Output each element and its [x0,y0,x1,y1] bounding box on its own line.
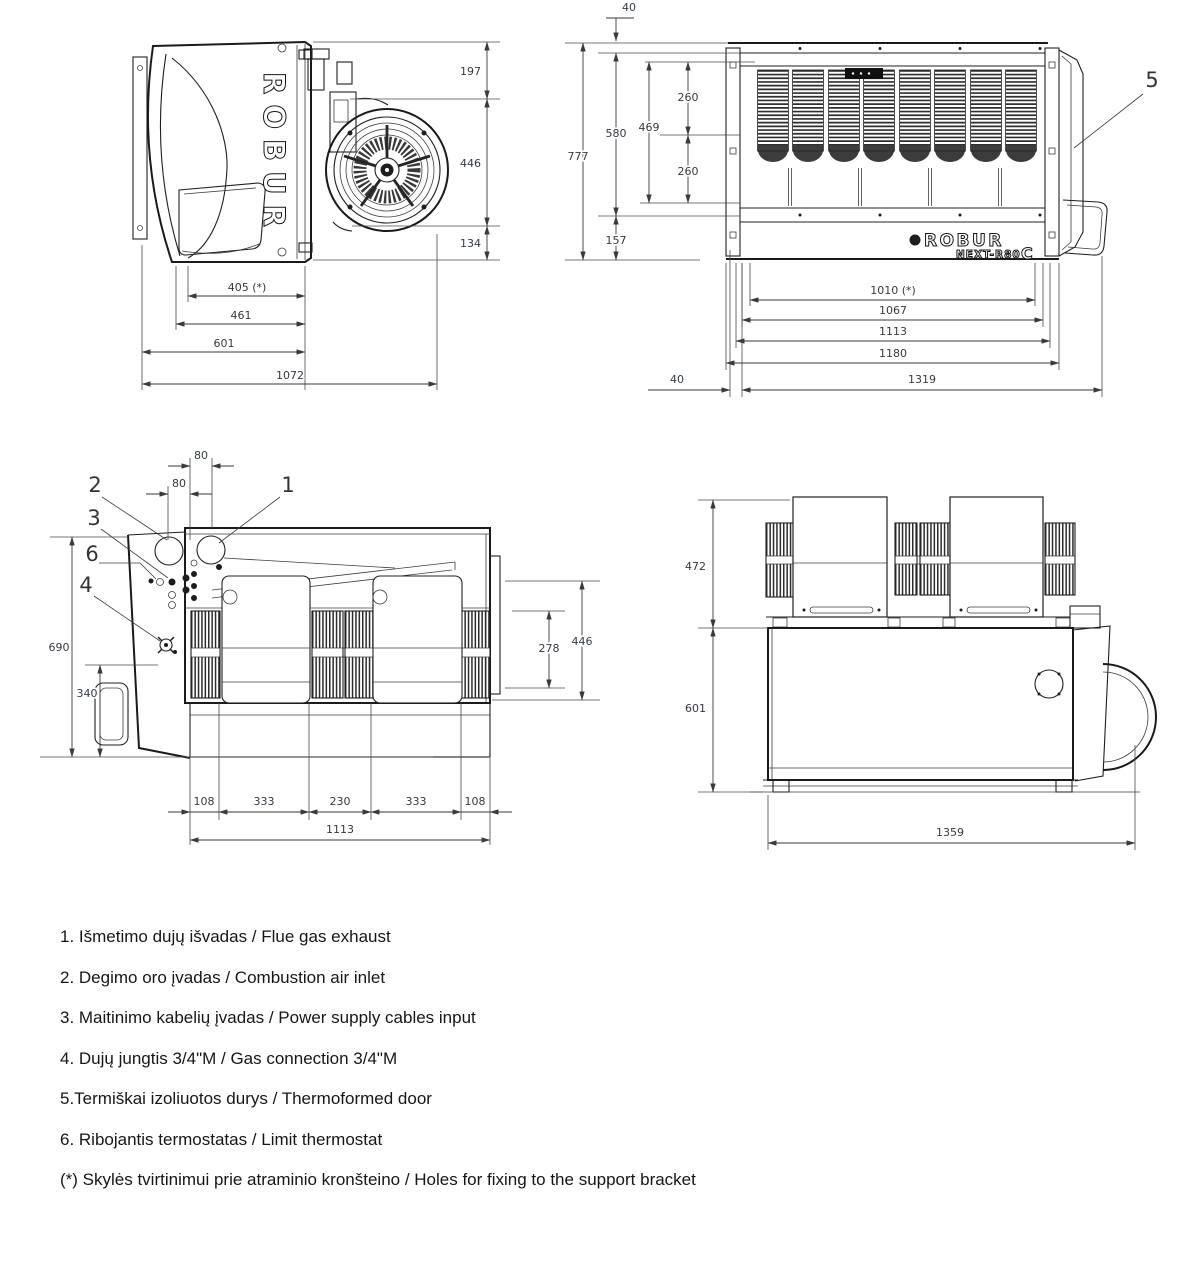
dim-label-40-left: 40 [670,373,684,386]
dim-label-1113-front: 1113 [879,325,907,338]
series-letter: C [1021,244,1033,263]
side-view-dimensions [142,42,500,390]
rear-view-body [750,626,1156,792]
dim-label-1072: 1072 [276,369,304,382]
front-view-drawing [565,1,1159,397]
dim-label-157: 157 [605,234,627,247]
dim-label-469: 469 [638,121,660,134]
callout-6: 6 [85,542,99,566]
flue-stub [1070,606,1100,628]
dim-label-260-upper: 260 [677,91,699,104]
side-view-body [133,42,312,262]
dim-label-690: 690 [48,641,70,654]
dim-label-340: 340 [76,687,98,700]
brand-text: ROBUR [924,231,1004,251]
top-view-body [95,528,500,758]
dim-label-40-top: 40 [622,1,636,14]
legend-item-6: 6. Ribojantis termostatas / Limit thermostat [60,1129,383,1149]
control-panel-details [149,560,198,609]
dim-label-1010: 1010 (*) [870,284,916,297]
dim-label-405: 405 (*) [227,281,267,294]
dim-label-108-left: 108 [193,795,215,808]
side-view-drawing [133,42,500,390]
dim-label-446-top: 446 [571,635,593,648]
dim-label-230: 230 [329,795,351,808]
top-view-drawing [40,449,600,845]
gas-connection [158,637,177,654]
dim-label-1180: 1180 [879,347,907,360]
dim-label-278: 278 [538,642,560,655]
dim-label-446-side: 446 [460,157,481,170]
dim-label-777: 777 [567,150,589,163]
dim-label-1113-top: 1113 [326,823,354,836]
dim-label-108-right: 108 [464,795,486,808]
dim-label-197: 197 [460,65,481,78]
burner-rods [789,168,1002,206]
legend-item-2: 2. Degimo oro įvadas / Combustion air inlet [60,967,386,987]
combustion-air-inlet [155,537,183,565]
flue-gas-exhaust [197,536,225,564]
heat-exchanger-columns [758,70,1037,162]
dim-label-80-lower: 80 [172,477,186,490]
dim-label-461: 461 [230,309,252,322]
dim-label-333-right: 333 [405,795,427,808]
legend-item-5: 5.Termiškai izoliuotos durys / Thermoformed door [60,1089,432,1108]
side-robur-logo: ROBUR [257,72,291,237]
dim-label-1319: 1319 [908,373,936,386]
side-view-fan [304,49,448,231]
callout-2: 2 [88,473,102,497]
callout-4: 4 [79,573,93,597]
dim-label-134: 134 [460,237,481,250]
dim-label-80-upper: 80 [194,449,208,462]
callout-3: 3 [87,506,101,530]
callout-1: 1 [281,473,295,497]
front-view-body [726,43,1159,263]
rear-view-fans [766,497,1100,628]
dim-label-601-side: 601 [213,337,235,350]
dim-label-472: 472 [685,560,706,573]
front-view-dimensions [565,1,1102,397]
rating-label [845,68,883,79]
bottom-grilles-and-ducts [191,576,490,703]
callout-5: 5 [1145,68,1159,92]
legend-footnote: (*) Skylės tvirtinimui prie atraminio kronšteino / Holes for fixing to the support bracket [60,1170,696,1189]
model-text: NEXT-R80 [956,249,1021,261]
legend-item-3: 3. Maitinimo kabelių įvadas / Power supply cables input [60,1008,476,1027]
legend-item-1: 1. Išmetimo dujų išvadas / Flue gas exhaust [60,927,391,946]
legend [60,928,696,1212]
dim-label-260-lower: 260 [677,165,699,178]
dim-label-1359: 1359 [936,826,964,839]
rear-view-drawing [685,497,1156,850]
dim-label-333-left: 333 [253,795,275,808]
dim-label-580: 580 [605,127,627,140]
thermoformed-door [1059,50,1107,256]
legend-item-4: 4. Dujų jungtis 3/4"M / Gas connection 3/4"M [60,1048,398,1068]
dim-label-1067: 1067 [879,304,907,317]
dim-label-601-rear: 601 [685,702,706,715]
